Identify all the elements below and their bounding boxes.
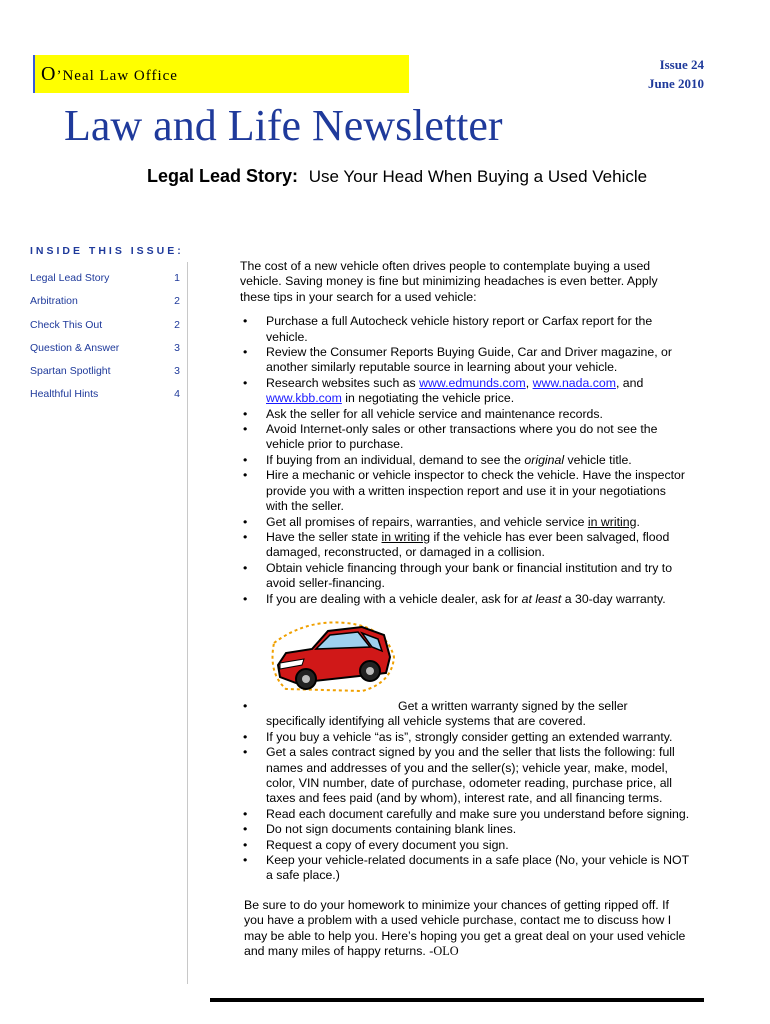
- toc-item-page: 2: [174, 295, 180, 308]
- tip-emphasis: at least: [521, 591, 562, 606]
- toc-item-page: 2: [174, 318, 180, 331]
- list-item: • Do not sign documents containing blank lines.: [240, 822, 690, 837]
- issue-info: [648, 55, 704, 93]
- list-item: • Get a sales contract signed by you and the seller that lists the following: full names and addresses of you and the seller(s); vehicle year, make, model, color, VIN number, date of purchase, odometer reading, purchase price, all taxes and fees paid (and by whom), interest rate, and all financing terms.: [240, 745, 690, 807]
- tip-emphasis: original: [524, 452, 565, 467]
- conclusion-text: Be sure to do your homework to minimize your chances of getting ripped off. If you have a problem with a used vehicle purchase, contact me to discuss how I may be able to help you. Here’s hoping you get a great deal on your used vehicle and many miles of happy returns.: [244, 897, 686, 959]
- list-item: [240, 376, 690, 407]
- list-item: • Avoid Internet-only sales or other transactions where you do not see the vehicle prior to purchase.: [240, 422, 690, 453]
- article-intro: The cost of a new vehicle often drives people to contemplate buying a used vehicle. Saving money is fine but minimizing headaches is even better. Apply these tips in your search for a used vehicle:: [240, 259, 658, 304]
- tip-text: Get a written warranty signed by the seller specifically identifying all vehicle systems that are covered.: [266, 698, 628, 729]
- inside-issue-heading: INSIDE THIS ISSUE:: [30, 245, 184, 257]
- list-item: [240, 515, 690, 530]
- toc-item[interactable]: [30, 365, 180, 388]
- list-item: • Obtain vehicle financing through your bank or financial institution and try to avoid seller-financing.: [240, 561, 690, 592]
- list-item: • Read each document carefully and make sure you understand before signing.: [240, 807, 690, 822]
- list-item: • Review the Consumer Reports Buying Guide, Car and Driver magazine, or another similarly reputable source in learning about your vehicle.: [240, 345, 690, 376]
- toc-item-page: 4: [174, 388, 180, 401]
- kbb-link[interactable]: www.kbb.com: [266, 391, 342, 406]
- edmunds-link[interactable]: www.edmunds.com: [419, 375, 526, 390]
- car-illustration-area: [240, 607, 690, 699]
- issue-date: June 2010: [648, 76, 704, 91]
- footer-rule: [210, 998, 704, 1002]
- tip-text: Get all promises of repairs, warranties, and vehicle service: [266, 514, 588, 529]
- lead-story-label: Legal Lead Story:: [147, 166, 299, 186]
- list-item: [240, 592, 690, 607]
- toc-item[interactable]: [30, 295, 180, 318]
- tip-text: .: [636, 514, 640, 529]
- list-item: • Keep your vehicle-related documents in a safe place (No, your vehicle is NOT a safe place.): [240, 853, 690, 884]
- newsletter-title: Law and Life Newsletter: [64, 101, 503, 150]
- tip-text: If buying from an individual, demand to see the: [266, 452, 525, 467]
- article-conclusion: [244, 898, 690, 960]
- toc-item[interactable]: [30, 388, 180, 411]
- issue-number: Issue 24: [659, 57, 704, 72]
- toc-item-label: Arbitration: [30, 295, 78, 308]
- tip-text: a 30-day warranty.: [561, 591, 666, 606]
- tip-text: If you are dealing with a vehicle dealer, ask for: [266, 591, 522, 606]
- toc-item-page: 3: [174, 341, 180, 354]
- tips-list: [240, 314, 690, 607]
- table-of-contents: [30, 272, 180, 412]
- toc-item-label: Legal Lead Story: [30, 272, 110, 284]
- toc-item-label: Healthful Hints: [30, 388, 99, 401]
- tip-text: Research websites such as: [266, 375, 420, 390]
- lead-story-heading: [147, 166, 647, 187]
- tip-text: in negotiating the vehicle price.: [341, 391, 515, 406]
- tip-text: , and: [615, 375, 644, 390]
- sidebar-divider: [187, 262, 188, 984]
- toc-item-label: Spartan Spotlight: [30, 365, 111, 378]
- lead-story-headline: Use Your Head When Buying a Used Vehicle: [308, 167, 648, 186]
- toc-item-label: Question & Answer: [30, 341, 120, 354]
- red-car-icon: [266, 613, 398, 695]
- firm-name-rest: ’Neal Law Office: [56, 68, 178, 84]
- tip-underline: in writing: [587, 514, 637, 529]
- toc-item-page: 1: [174, 272, 180, 284]
- tip-text: ,: [525, 375, 533, 390]
- list-item: • If you buy a vehicle “as is”, strongly consider getting an extended warranty.: [240, 730, 690, 745]
- list-item: • Purchase a full Autocheck vehicle history report or Carfax report for the vehicle.: [240, 314, 690, 345]
- list-item: • Request a copy of every document you sign.: [240, 838, 690, 853]
- toc-item[interactable]: [30, 319, 180, 342]
- list-item: [240, 530, 690, 561]
- list-item: [240, 453, 690, 468]
- firm-name-banner: [33, 55, 409, 93]
- toc-item-label: Check This Out: [30, 318, 103, 331]
- nada-link[interactable]: www.nada.com: [532, 375, 616, 390]
- list-item: • Hire a mechanic or vehicle inspector to check the vehicle. Have the inspector provide you with a written inspection report and use it in your negotiations with the seller.: [240, 468, 690, 514]
- list-item: [240, 699, 690, 730]
- tip-text: vehicle title.: [564, 452, 632, 467]
- list-item: • Ask the seller for all vehicle service and maintenance records.: [240, 407, 690, 422]
- toc-item[interactable]: [30, 272, 180, 295]
- tip-text: Have the seller state: [266, 529, 382, 544]
- tip-underline: in writing: [381, 529, 431, 544]
- firm-name-initial: O: [41, 63, 57, 85]
- toc-item[interactable]: [30, 342, 180, 365]
- tip-text: if the vehicle has ever been salvaged, flood damaged, reconstructed, or damaged in a collision.: [266, 529, 670, 560]
- article-body: [240, 259, 690, 959]
- firm-name: [41, 63, 178, 86]
- toc-item-page: 3: [174, 365, 180, 378]
- signature: -OLO: [429, 944, 459, 959]
- tips-list-continued: [240, 699, 690, 884]
